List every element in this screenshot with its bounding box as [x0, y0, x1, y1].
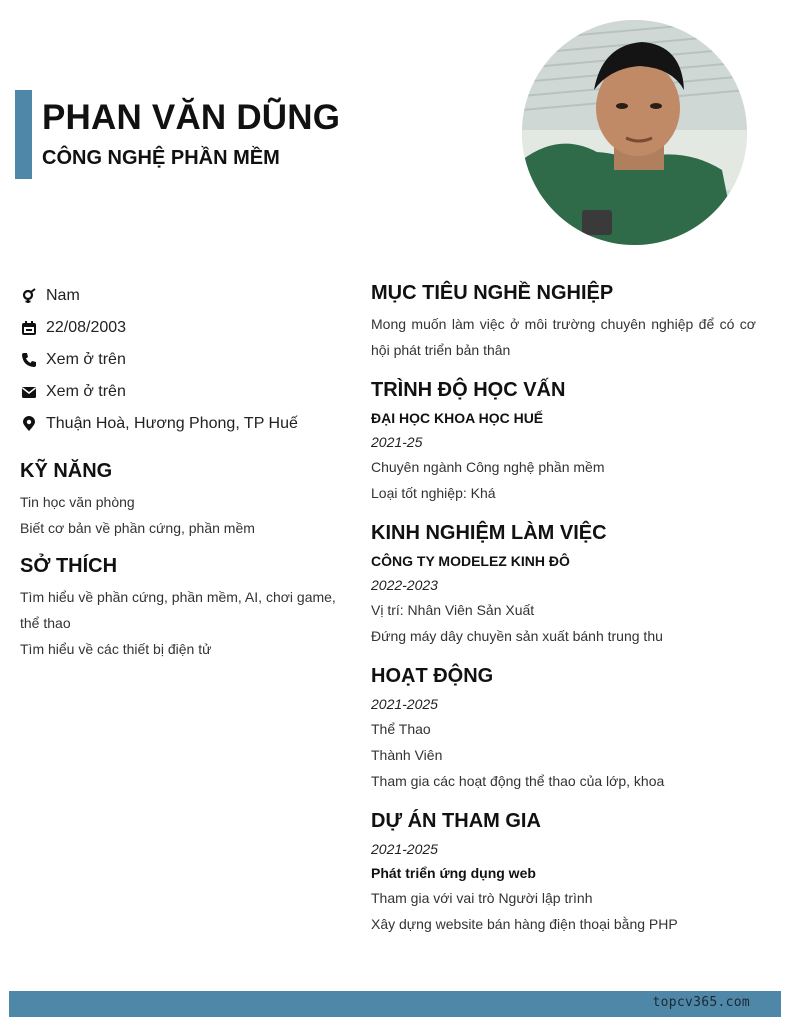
phone-text: Xem ở trên	[46, 351, 126, 368]
projects-title: DỰ ÁN THAM GIA	[371, 810, 541, 832]
birthday-text: 22/08/2003	[46, 319, 127, 336]
experience-line: Đứng máy dây chuyền sản xuất bánh trung thu	[371, 628, 663, 644]
experience-line: Vị trí: Nhân Viên Sản Xuất	[371, 602, 535, 618]
footer-site-text: topcv365.com	[652, 995, 750, 1010]
calendar-icon	[20, 320, 37, 337]
education-line: Chuyên ngành Công nghệ phần mềm	[371, 459, 605, 475]
footer-bar	[9, 991, 781, 1017]
contact-email	[20, 376, 350, 408]
project-line: Xây dựng website bán hàng điện thoại bằng PHP	[371, 916, 678, 932]
hobby-item: Tìm hiểu về phần cứng, phần mềm, AI, chơi game, thể thao	[20, 589, 336, 631]
objective-text: Mong muốn làm việc ở môi trường chuyên nghiệp để có cơ hội phát triển bản thân	[371, 316, 756, 358]
education-title: TRÌNH ĐỘ HỌC VẤN	[371, 379, 566, 401]
gender-icon	[20, 288, 37, 305]
contact-gender	[20, 280, 350, 312]
school-name: ĐẠI HỌC KHOA HỌC HUẾ	[371, 410, 544, 426]
activity-line: Thể Thao	[371, 721, 431, 737]
skill-item: Tin học văn phòng	[20, 494, 135, 510]
hobbies-title: SỞ THÍCH	[20, 555, 118, 577]
candidate-name: PHAN VĂN DŨNG	[42, 98, 341, 137]
contact-birthday	[20, 312, 350, 344]
objective-title: MỤC TIÊU NGHỀ NGHIỆP	[371, 282, 614, 304]
email-icon	[20, 384, 37, 401]
education-line: Loại tốt nghiệp: Khá	[371, 485, 496, 501]
skills-title: KỸ NĂNG	[20, 460, 113, 482]
location-icon	[20, 416, 37, 433]
email-text: Xem ở trên	[46, 383, 126, 400]
company-name: CÔNG TY MODELEZ KINH ĐÔ	[371, 553, 570, 569]
activity-line: Thành Viên	[371, 747, 443, 763]
left-column	[20, 280, 350, 662]
project-line: Tham gia với vai trò Người lập trình	[371, 890, 593, 906]
hobby-item: Tìm hiểu về các thiết bị điện tử	[20, 641, 212, 657]
activity-line: Tham gia các hoạt động thể thao của lớp, khoa	[371, 773, 665, 789]
activities-period: 2021-2025	[371, 696, 438, 712]
right-column	[371, 282, 756, 937]
skill-item: Biết cơ bản về phần cứng, phần mềm	[20, 520, 255, 536]
gender-text: Nam	[46, 287, 80, 304]
education-period: 2021-25	[371, 434, 423, 450]
avatar-photo	[522, 20, 747, 245]
phone-icon	[20, 352, 37, 369]
header-accent-bar	[15, 90, 32, 179]
experience-period: 2022-2023	[371, 577, 438, 593]
contact-phone	[20, 344, 350, 376]
activities-title: HOẠT ĐỘNG	[371, 665, 494, 687]
avatar	[522, 20, 747, 245]
project-name: Phát triển ứng dụng web	[371, 865, 536, 881]
contact-address	[20, 408, 350, 440]
job-title: CÔNG NGHỆ PHẦN MỀM	[42, 147, 280, 169]
projects-period: 2021-2025	[371, 841, 438, 857]
experience-title: KINH NGHIỆM LÀM VIỆC	[371, 522, 607, 544]
address-text: Thuận Hoà, Hương Phong, TP Huế	[46, 415, 298, 432]
